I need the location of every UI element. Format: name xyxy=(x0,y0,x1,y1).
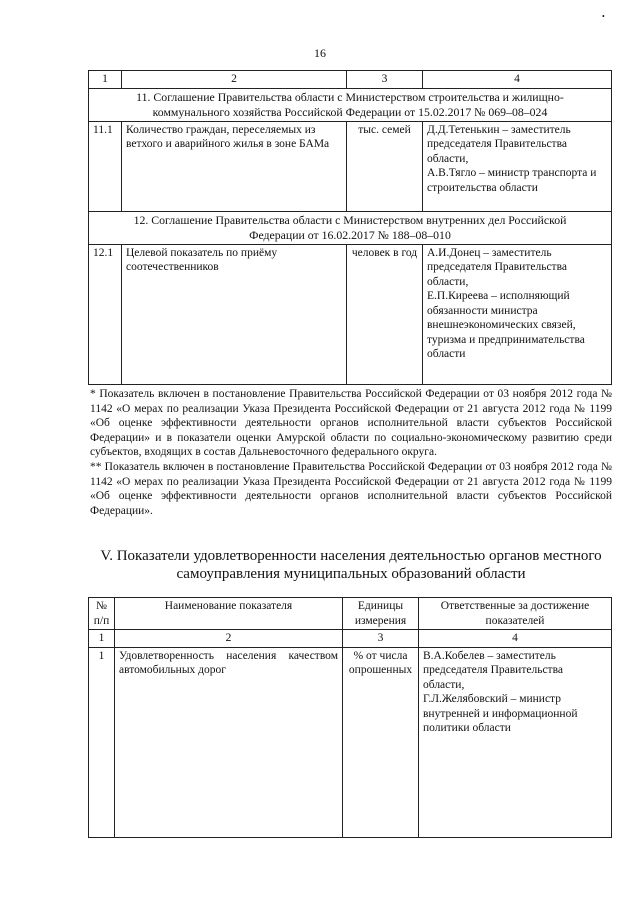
table-header-row xyxy=(89,598,612,630)
header-cell-responsible: Ответственные за достижение показателей xyxy=(419,598,612,630)
responsible-persons: Д.Д.Тетенькин – заместитель председателя Правительства области, А.В.Тягло – министр транспорта и строительства области xyxy=(423,121,612,211)
row-number: 11.1 xyxy=(89,121,122,211)
indicator-unit: человек в год xyxy=(347,244,423,384)
indicator-name: Целевой показатель по приёму соотечественников xyxy=(122,244,347,384)
header-cell-unit: Единицы измерения xyxy=(343,598,419,630)
column-number-row xyxy=(89,630,612,648)
column-number-cell: 3 xyxy=(343,630,419,648)
responsible-persons: В.А.Кобелев – заместитель председателя Правительства области, Г.Л.Желябовский – министр внутренней и информационной политики области xyxy=(419,647,612,837)
indicator-name: Удовлетворенность населения качеством автомобильных дорог xyxy=(115,647,343,837)
column-number-cell: 3 xyxy=(347,71,423,89)
responsible-persons: А.И.Донец – заместитель председателя Правительства области, Е.П.Киреева – исполняющий обязанности министра внешнеэкономических связей, туризма и предпринимательства области xyxy=(423,244,612,384)
satisfaction-indicators-table xyxy=(88,597,612,838)
footnote: ** Показатель включен в постановление Правительства Российской Федерации от 03 ноября 2012 года № 1142 «О мерах по реализации Указа Президента Российской Федерации от 21 августа 2012 года № 1199 «Об оценке эффективности деятельности органов исполнительной власти субъектов Российской Федерации». xyxy=(90,460,612,517)
section-row xyxy=(89,88,612,121)
indicator-name: Количество граждан, переселяемых из ветхого и аварийного жилья в зоне БАМа xyxy=(122,121,347,211)
footnotes xyxy=(90,387,612,518)
row-number: 12.1 xyxy=(89,244,122,384)
column-number-cell: 4 xyxy=(423,71,612,89)
header-cell-name: Наименование показателя xyxy=(115,598,343,630)
column-number-cell: 2 xyxy=(115,630,343,648)
scan-speck: • xyxy=(602,12,605,21)
page-number: 16 xyxy=(314,46,326,60)
table-row xyxy=(89,647,612,837)
column-number-cell: 1 xyxy=(89,71,122,89)
table-row xyxy=(89,244,612,384)
column-number-cell: 4 xyxy=(419,630,612,648)
indicators-table-continued xyxy=(88,70,612,385)
header-cell-number: № п/п xyxy=(89,598,115,630)
section-title: 12. Соглашение Правительства области с Министерством внутренних дел Российской Федерации от 16.02.2017 № 188–08–010 xyxy=(89,211,612,244)
row-number: 1 xyxy=(89,647,115,837)
indicator-unit: тыс. семей xyxy=(347,121,423,211)
table-header-row xyxy=(89,71,612,89)
column-number-cell: 1 xyxy=(89,630,115,648)
section-heading: V. Показатели удовлетворенности населения деятельностью органов местного самоуправления муниципальных образований области xyxy=(100,548,602,582)
footnote: * Показатель включен в постановление Правительства Российской Федерации от 03 ноября 2012 года № 1142 «О мерах по реализации Указа Президента Российской Федерации от 21 августа 2012 года № 1199 «Об оценке эффективности деятельности органов исполнительной власти субъектов Российской Федерации» и в показатели оценки Амурской области по социально-экономическому развитию среди субъектов, входящих в состав Дальневосточного федерального округа. xyxy=(90,388,612,459)
column-number-cell: 2 xyxy=(122,71,347,89)
table-row xyxy=(89,121,612,211)
section-row xyxy=(89,211,612,244)
section-title: 11. Соглашение Правительства области с Министерством строительства и жилищно- коммунального хозяйства Российской Федерации от 15.02.2017 № 069–08–024 xyxy=(89,88,612,121)
indicator-unit: % от числа опрошенных xyxy=(343,647,419,837)
